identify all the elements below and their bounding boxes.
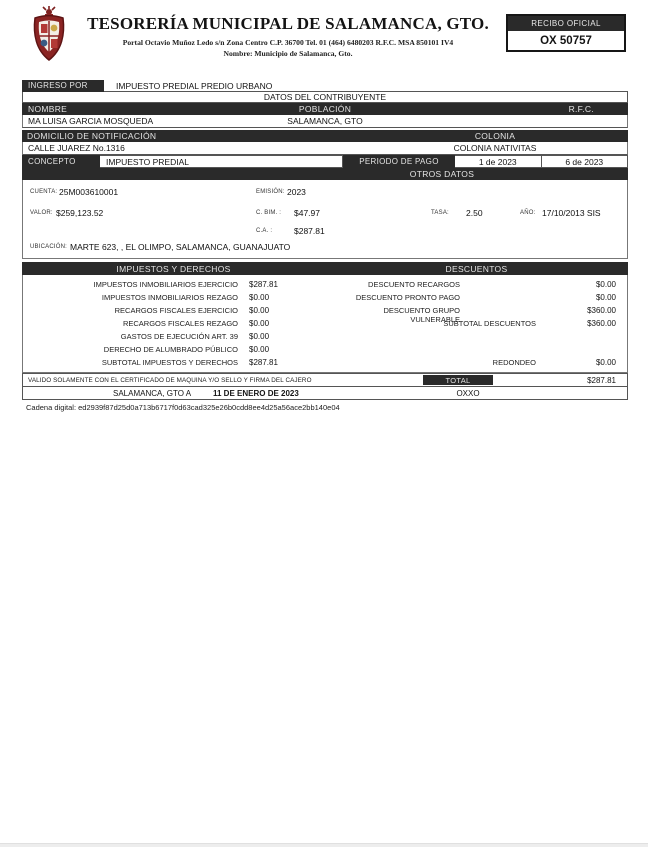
emision-value: 2023 [287, 187, 306, 197]
periodo-de-pago-label: PERIODO DE PAGO [343, 155, 455, 168]
impuesto-label: IMPUESTOS INMOBILIARIOS EJERCICIO [93, 280, 238, 289]
descuento-value: $0.00 [595, 280, 616, 289]
tasa-label: TASA: [431, 210, 449, 216]
ubicacion-label: UBICACIÓN: [30, 244, 68, 250]
row-contribuyente-values [22, 115, 628, 128]
impuesto-value: $287.81 [249, 280, 278, 289]
header-nombre: NOMBRE [28, 104, 68, 114]
header-colonia: COLONIA [474, 131, 516, 141]
cbim-value: $47.97 [294, 208, 320, 218]
value-colonia: COLONIA NATIVITAS [453, 143, 537, 153]
row-impuestos-descuentos-titles [22, 262, 628, 275]
ca-label: C.A. : [256, 228, 273, 234]
descuento-value: $360.00 [587, 306, 616, 315]
section-title-datos-contribuyente: DATOS DEL CONTRIBUYENTE [22, 92, 628, 103]
table-row [23, 317, 627, 330]
descuento-label: DESCUENTO PRONTO PAGO [355, 293, 460, 302]
cajero-text: OXXO [456, 388, 480, 398]
municipal-crest-icon [30, 6, 68, 66]
ingreso-por-value: IMPUESTO PREDIAL PREDIO URBANO [116, 80, 273, 91]
row-ingreso-por [22, 80, 628, 92]
row-total [22, 373, 628, 387]
descuento-label: DESCUENTO GRUPO VULNERABLE [383, 306, 460, 324]
descuento-value: $0.00 [595, 293, 616, 302]
periodo-fin: 6 de 2023 [542, 155, 629, 168]
header-rfc: R.F.C. [568, 104, 594, 114]
header-name-line: Nombre: Municipio de Salamanca, Gto. [223, 49, 353, 58]
official-receipt-box [506, 14, 626, 52]
cadena-digital-value: ed2939f87d25d0a713b6717f0d63cad325e26b0cdd8ee4d25a56ace2bb140e04 [78, 403, 340, 412]
cadena-digital-label: Cadena digital: [26, 403, 77, 412]
value-domicilio: CALLE JUAREZ No.1316 [28, 143, 125, 153]
concepto-value: IMPUESTO PREDIAL [100, 155, 343, 168]
descuento-value: $0.00 [595, 358, 616, 367]
cadena-digital [26, 403, 340, 412]
section-title-otros-datos [22, 168, 628, 180]
cuenta-label: CUENTA: [30, 189, 58, 195]
cbim-label: C. BIM. : [256, 210, 282, 216]
ca-value: $287.81 [294, 226, 325, 236]
header-address-line: Portal Octavio Muñoz Ledo s/n Zona Centro C.P. 36700 Tel. 01 (464) 6480203 R.F.C. MSA 850101 IV4 [122, 38, 454, 47]
ingreso-por-label: INGRESO POR [22, 80, 104, 92]
table-row [23, 278, 627, 291]
emision-label: EMISIÓN: [256, 189, 285, 195]
concepto-label: CONCEPTO [22, 155, 100, 168]
valor-value: $259,123.52 [56, 208, 104, 218]
lugar-text: SALAMANCA, GTO A [113, 388, 192, 398]
valor-label: VALOR: [30, 210, 53, 216]
row-fecha-cajero [22, 387, 628, 400]
table-row [23, 343, 627, 356]
receipt-body [22, 80, 628, 400]
impuesto-label: RECARGOS FISCALES REZAGO [122, 319, 238, 328]
impuesto-value: $0.00 [249, 293, 270, 302]
tasa-value: 2.50 [466, 208, 483, 218]
impuesto-label: RECARGOS FISCALES EJERCICIO [114, 306, 238, 315]
descuentos-title: DESCUENTOS [445, 263, 508, 274]
total-label: TOTAL [423, 375, 493, 385]
header-domicilio-notificacion: DOMICILIO DE NOTIFICACIÓN [27, 131, 157, 141]
anio-value: 17/10/2013 SIS [542, 208, 601, 218]
descuento-label: REDONDEO [492, 358, 536, 367]
descuento-label: SUBTOTAL DESCUENTOS [443, 319, 536, 328]
impuesto-label: IMPUESTOS INMOBILIARIOS REZAGO [101, 293, 238, 302]
validity-note: VALIDO SOLAMENTE CON EL CERTIFICADO DE MAQUINA Y/O SELLO Y FIRMA DEL CAJERO [28, 376, 312, 384]
ubicacion-value: MARTE 623, , EL OLIMPO, SALAMANCA, GUANAJUATO [70, 242, 291, 252]
receipt-box-label: RECIBO OFICIAL [508, 16, 624, 31]
impuesto-value: $0.00 [249, 345, 270, 354]
anio-label: AÑO: [520, 210, 536, 216]
periodo-inicio: 1 de 2023 [455, 155, 542, 168]
descuento-value: $360.00 [587, 319, 616, 328]
cuenta-value: 25M003610001 [59, 187, 119, 197]
impuesto-value: $287.81 [249, 358, 278, 367]
row-concepto [22, 155, 628, 168]
header-text-block [78, 14, 498, 58]
row-domicilio-values [22, 142, 628, 155]
page-title: TESORERÍA MUNICIPAL DE SALAMANCA, GTO. [87, 14, 489, 33]
row-contribuyente-headers [22, 103, 628, 115]
impuesto-label: DERECHO DE ALUMBRADO PÚBLICO [103, 345, 238, 354]
impuestos-derechos-title: IMPUESTOS Y DERECHOS [116, 263, 231, 274]
table-row [23, 356, 627, 369]
table-row [23, 330, 627, 343]
value-nombre: MA LUISA GARCIA MOSQUEDA [28, 116, 154, 126]
receipt-number: OX 50757 [540, 35, 592, 47]
descuento-label: DESCUENTO RECARGOS [368, 280, 460, 289]
table-row [23, 291, 627, 304]
impuesto-value: $0.00 [249, 319, 270, 328]
otros-datos-title: OTROS DATOS [409, 169, 475, 179]
impuestos-descuentos-table [22, 275, 628, 373]
value-poblacion: SALAMANCA, GTO [287, 116, 363, 126]
impuesto-label: GASTOS DE EJECUCIÓN ART. 39 [120, 332, 238, 341]
otros-datos-panel [22, 180, 628, 259]
impuesto-value: $0.00 [249, 306, 270, 315]
impuesto-value: $0.00 [249, 332, 270, 341]
header-poblacion: POBLACIÓN [298, 104, 352, 114]
row-domicilio-headers [22, 130, 628, 142]
page-bottom-edge [0, 843, 648, 847]
total-value: $287.81 [587, 375, 616, 385]
fecha-text: 11 DE ENERO DE 2023 [213, 388, 299, 398]
impuesto-label: SUBTOTAL IMPUESTOS Y DERECHOS [101, 358, 238, 367]
